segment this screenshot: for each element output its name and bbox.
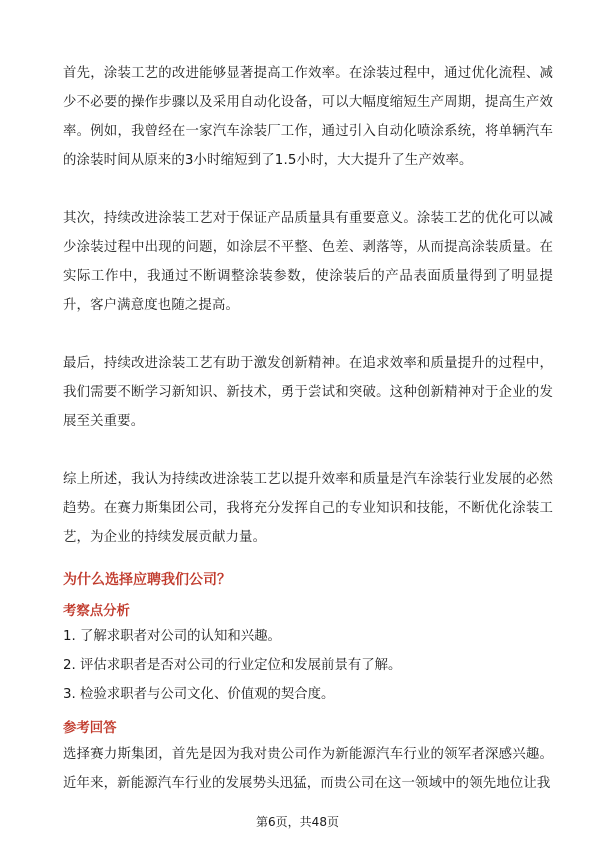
paragraph-conclusion: 综上所述，我认为持续改进涂装工艺以提升效率和质量是汽车涂装行业发展的必然趋势。在赛力斯集团公司，我将充分发挥自己的专业知识和技能，不断优化涂装工艺，为企业的持续发展贡献力量。 (63, 472, 553, 545)
answer-heading: 参考回答 (63, 721, 117, 736)
list-item: 2. 评估求职者是否对公司的行业定位和发展前景有了解。 (63, 658, 402, 673)
list-item: 3. 检验求职者与公司文化、价值观的契合度。 (63, 687, 335, 702)
answer-paragraph: 选择赛力斯集团，首先是因为我对贵公司作为新能源汽车行业的领军者深感兴趣。近年来，新能源汽车行业的发展势头迅猛，而贵公司在这一领域中的领先地位让我 (63, 747, 553, 791)
page-number: 第6页，共48页 (256, 815, 339, 829)
analysis-heading: 考察点分析 (63, 604, 130, 619)
paragraph-innovation: 最后，持续改进涂装工艺有助于激发创新精神。在追求效率和质量提升的过程中，我们需要不断学习新知识、新技术，勇于尝试和突破。这种创新精神对于企业的发展至关重要。 (63, 356, 553, 429)
question-title: 为什么选择应聘我们公司？ (63, 572, 231, 588)
paragraph-efficiency: 首先，涂装工艺的改进能够显著提高工作效率。在涂装过程中，通过优化流程、减少不必要的操作步骤以及采用自动化设备，可以大幅度缩短生产周期，提高生产效率。例如，我曾经在一家汽车涂装厂工作，通过引入自动化喷涂系统，将单辆汽车的涂装时间从原来的3小时缩短到了1.5小时，大大提升了生产效率。 (63, 66, 553, 168)
paragraph-quality: 其次，持续改进涂装工艺对于保证产品质量具有重要意义。涂装工艺的优化可以减少涂装过程中出现的问题，如涂层不平整、色差、剥落等，从而提高涂装质量。在实际工作中，我通过不断调整涂装参数，使涂装后的产品表面质量得到了明显提升，客户满意度也随之提高。 (63, 211, 553, 313)
list-item: 1. 了解求职者对公司的认知和兴趣。 (63, 629, 281, 644)
analysis-list (63, 622, 553, 709)
